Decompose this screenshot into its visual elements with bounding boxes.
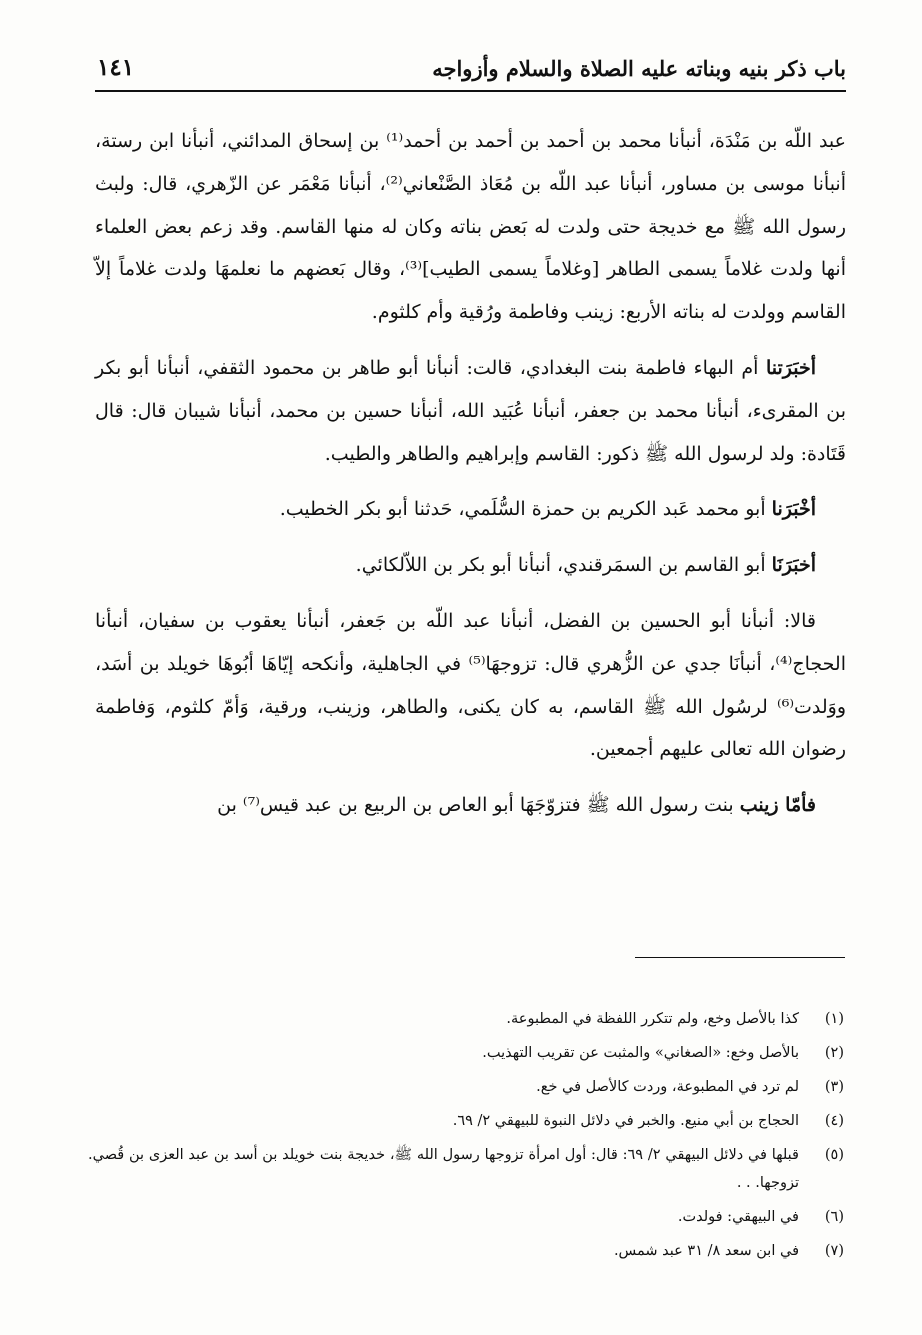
footnote-text: كذا بالأصل وخع، ولم تتكرر اللفظة في المطبوعة. [506, 1011, 799, 1027]
paragraph-2 [95, 347, 846, 475]
paragraph-text: عبد اللّه بن مَنْدَة، أنبأنا محمد بن أحمد بن أحمد بن أحمد⁽¹⁾ بن إسحاق المدائني، أنبأنا ابن رستة، أنبأنا موسى بن مساور، أنبأنا عبد اللّه بن مُعَاذ الصَّنْعاني⁽²⁾، أنبأنا مَعْمَر عن الزّهري، قال: ولبث رسول الله ﷺ مع خديجة حتى ولدت له بَعض بناته وكان له منها القاسم. وقد زعم بعض العلماء أنها ولدت غلاماً يسمى الطاهر [وغلاماً يسمى الطيب]⁽³⁾، وقال بَعضهم ما نعلمهَا ولدت غلاماً إلاّ القاسم وولدت له بناته الأربع: زينب وفاطمة ورُقية وأم كلثوم. [95, 130, 846, 324]
paragraph-text: أبو محمد عَبد الكريم بن حمزة السُّلَمي، حَدثنا أبو بكر الخطيب. [279, 498, 766, 521]
running-title: باب ذكر بنيه وبناته عليه الصلاة والسلام وأزواجه [432, 56, 846, 81]
footnote [88, 1141, 844, 1197]
footnote-text: الحجاج بن أبي منيع. والخبر في دلائل النبوة للبيهقي ٢/ ٦٩. [452, 1113, 799, 1129]
footnote-number: (٦) [824, 1209, 844, 1225]
paragraph-text: أم البهاء فاطمة بنت البغدادي، قالت: أنبأنا أبو طاهر بن محمود الثقفي، أنبأنا أبو بكر بن المقرىء، أنبأنا محمد بن جعفر، أنبأنا عُبَيد الله، أنبأنا حسين بن محمد، أنبأنا شيبان قال: قال قَتَادة: ولد لرسول الله ﷺ ذكور: القاسم وإبراهيم والطاهر والطيب. [95, 356, 846, 465]
footnote-number: (٣) [824, 1079, 844, 1095]
footnote [88, 1237, 844, 1265]
footnote-text: قبلها في دلائل البيهقي ٢/ ٦٩: قال: أول امرأة تزوجها رسول الله ﷺ، خديجة بنت خويلد بن أسد بن عبد العزى بن قُصي. تزوجها. . . [88, 1147, 799, 1191]
footnote [88, 1039, 844, 1067]
footnote-number: (١) [824, 1011, 844, 1027]
paragraph-3 [95, 488, 846, 531]
paragraph-lead: أخْبَرَنا [771, 498, 816, 521]
footnote-text: بالأصل وخع: «الصغاني» والمثبت عن تقريب التهذيب. [482, 1045, 799, 1061]
paragraph-lead: أخبَرَتنا [765, 356, 816, 379]
page-number: ١٤١ [97, 54, 135, 81]
main-text [95, 120, 846, 840]
paragraph-text: قالا: أنبأنا أبو الحسين بن الفضل، أنبأنا عبد اللّه بن جَعفر، أنبأنا يعقوب بن سفيان، أنبأنا الحجاج⁽⁴⁾، أنبأنَا جدي عن الزُّهري قال: تزوجهَا⁽⁵⁾ في الجاهلية، وأنكحه إيّاهَا أبُوهَا خويلد بن أسَد، ووَلدت⁽⁶⁾ لرسُول الله ﷺ القاسم، به كان يكنى، والطاهر، وزينب، ورقية، وَأمّ كلثوم، وَفاطمة رضوان الله تعالى عليهم أجمعين. [95, 609, 846, 761]
paragraph-text: بنت رسول الله ﷺ فتزوّجَهَا أبو العاص بن الربيع بن عبد قيس⁽⁷⁾ بن [217, 794, 734, 817]
paragraph-6 [95, 784, 846, 827]
footnote-number: (٧) [824, 1243, 844, 1259]
footnote [88, 1073, 844, 1101]
paragraph-lead: أخبَرَنَا [771, 554, 816, 577]
paragraph-5 [95, 600, 846, 771]
header-rule [95, 90, 846, 92]
footnotes [88, 1005, 844, 1271]
footnote [88, 1203, 844, 1231]
footnote-number: (٥) [824, 1147, 844, 1163]
footnote [88, 1107, 844, 1135]
paragraph-text: أبو القاسم بن السمَرقندي، أنبأنا أبو بكر بن اللاّلكائي. [355, 554, 766, 577]
footnote-number: (٢) [824, 1045, 844, 1061]
page-header [95, 52, 846, 92]
paragraph-lead: فأمّا زينب [739, 794, 816, 817]
footnote [88, 1005, 844, 1033]
footnote-text: في البيهقي: فولدت. [677, 1209, 799, 1225]
footnote-separator [635, 957, 845, 958]
footnote-number: (٤) [824, 1113, 844, 1129]
footnote-text: في ابن سعد ٨/ ٣١ عبد شمس. [613, 1243, 799, 1259]
footnote-text: لم ترد في المطبوعة، وردت كالأصل في خع. [536, 1079, 799, 1095]
paragraph-4 [95, 544, 846, 587]
paragraph-1 [95, 120, 846, 334]
